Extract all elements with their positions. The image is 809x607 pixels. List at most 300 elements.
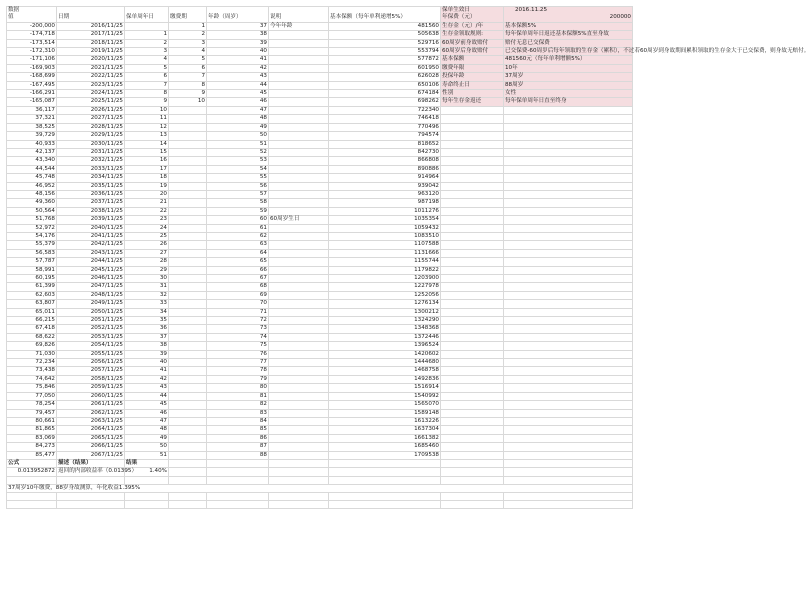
- cell-empty[interactable]: [441, 148, 504, 156]
- cell-empty[interactable]: [504, 350, 633, 358]
- cell-value[interactable]: 71,030: [7, 350, 57, 358]
- cell-empty[interactable]: [441, 132, 504, 140]
- cell-value[interactable]: 44,544: [7, 165, 57, 173]
- cell-policy-year[interactable]: 4: [125, 56, 169, 64]
- cell-empty[interactable]: [504, 333, 633, 341]
- cell-description[interactable]: [269, 199, 329, 207]
- cell-empty[interactable]: [441, 258, 504, 266]
- cell-empty[interactable]: [504, 148, 633, 156]
- cell-value[interactable]: 74,642: [7, 375, 57, 383]
- cell-age[interactable]: 68: [207, 283, 269, 291]
- cell-empty[interactable]: [441, 216, 504, 224]
- cell-empty[interactable]: [125, 476, 169, 484]
- cell-empty[interactable]: [441, 384, 504, 392]
- cell-basic-sum[interactable]: 505638: [329, 31, 441, 39]
- cell-value[interactable]: -171,106: [7, 56, 57, 64]
- cell-description[interactable]: [269, 81, 329, 89]
- cell-policy-year[interactable]: 34: [125, 308, 169, 316]
- cell-payment-period[interactable]: 9: [169, 90, 207, 98]
- cell-basic-sum[interactable]: 890886: [329, 165, 441, 173]
- cell-age[interactable]: 64: [207, 249, 269, 257]
- info-label[interactable]: 60周岁前身故赔付: [441, 39, 504, 47]
- cell-empty[interactable]: [504, 501, 633, 509]
- cell-description[interactable]: [269, 342, 329, 350]
- cell-basic-sum[interactable]: 1252056: [329, 291, 441, 299]
- cell-date[interactable]: 2056/11/25: [57, 359, 125, 367]
- cell-empty[interactable]: [441, 115, 504, 123]
- cell-empty[interactable]: [441, 300, 504, 308]
- cell-basic-sum[interactable]: 939042: [329, 182, 441, 190]
- cell-description[interactable]: [269, 333, 329, 341]
- cell-age[interactable]: 56: [207, 182, 269, 190]
- cell-date[interactable]: 2041/11/25: [57, 232, 125, 240]
- cell-basic-sum[interactable]: 1276134: [329, 300, 441, 308]
- cell-empty[interactable]: [504, 417, 633, 425]
- cell-value[interactable]: -167,495: [7, 81, 57, 89]
- cell-policy-year[interactable]: 35: [125, 317, 169, 325]
- cell-basic-sum[interactable]: 674184: [329, 90, 441, 98]
- cell-value[interactable]: 80,661: [7, 417, 57, 425]
- cell-payment-period[interactable]: [169, 106, 207, 114]
- cell-basic-sum[interactable]: 1348368: [329, 325, 441, 333]
- cell-description[interactable]: [269, 48, 329, 56]
- cell-payment-period[interactable]: [169, 132, 207, 140]
- cell-empty[interactable]: [504, 224, 633, 232]
- cell-empty[interactable]: [504, 182, 633, 190]
- cell-value[interactable]: 68,622: [7, 333, 57, 341]
- cell-payment-period[interactable]: [169, 207, 207, 215]
- cell-age[interactable]: 37: [207, 22, 269, 30]
- cell-empty[interactable]: [329, 459, 441, 467]
- cell-description[interactable]: [269, 291, 329, 299]
- cell-basic-sum[interactable]: 650106: [329, 81, 441, 89]
- cell-policy-year[interactable]: 5: [125, 64, 169, 72]
- header-policy-year[interactable]: 保单周年日: [125, 7, 169, 23]
- cell-policy-year[interactable]: 2: [125, 39, 169, 47]
- cell-policy-year[interactable]: 38: [125, 342, 169, 350]
- cell-value[interactable]: 58,991: [7, 266, 57, 274]
- cell-date[interactable]: 2024/11/25: [57, 90, 125, 98]
- cell-date[interactable]: 2058/11/25: [57, 375, 125, 383]
- formula-value[interactable]: 0.013952872: [7, 468, 57, 476]
- cell-age[interactable]: 67: [207, 275, 269, 283]
- cell-description[interactable]: [269, 249, 329, 257]
- cell-age[interactable]: 55: [207, 174, 269, 182]
- cell-description[interactable]: 今年年龄: [269, 22, 329, 30]
- cell-payment-period[interactable]: [169, 434, 207, 442]
- cell-basic-sum[interactable]: 1420602: [329, 350, 441, 358]
- cell-payment-period[interactable]: 10: [169, 98, 207, 106]
- cell-date[interactable]: 2055/11/25: [57, 350, 125, 358]
- cell-basic-sum[interactable]: 794574: [329, 132, 441, 140]
- cell-value[interactable]: 85,477: [7, 451, 57, 459]
- cell-date[interactable]: 2034/11/25: [57, 174, 125, 182]
- cell-payment-period[interactable]: [169, 123, 207, 131]
- cell-payment-period[interactable]: 8: [169, 81, 207, 89]
- cell-description[interactable]: 60周岁生日: [269, 216, 329, 224]
- cell-empty[interactable]: [504, 174, 633, 182]
- cell-date[interactable]: 2063/11/25: [57, 417, 125, 425]
- cell-empty[interactable]: [504, 426, 633, 434]
- cell-empty[interactable]: [329, 493, 441, 501]
- cell-age[interactable]: 54: [207, 165, 269, 173]
- cell-date[interactable]: 2054/11/25: [57, 342, 125, 350]
- cell-empty[interactable]: [441, 106, 504, 114]
- cell-date[interactable]: 2025/11/25: [57, 98, 125, 106]
- cell-empty[interactable]: [441, 476, 504, 484]
- cell-description[interactable]: [269, 115, 329, 123]
- info-value[interactable]: 基本保额5%: [504, 22, 633, 30]
- cell-age[interactable]: 46: [207, 98, 269, 106]
- cell-age[interactable]: 61: [207, 224, 269, 232]
- cell-policy-year[interactable]: 28: [125, 258, 169, 266]
- cell-description[interactable]: [269, 434, 329, 442]
- cell-date[interactable]: 2029/11/25: [57, 132, 125, 140]
- cell-empty[interactable]: [441, 451, 504, 459]
- cell-payment-period[interactable]: [169, 375, 207, 383]
- cell-empty[interactable]: [269, 459, 329, 467]
- cell-empty[interactable]: [329, 501, 441, 509]
- cell-empty[interactable]: [269, 468, 329, 476]
- cell-payment-period[interactable]: [169, 367, 207, 375]
- cell-payment-period[interactable]: [169, 333, 207, 341]
- cell-empty[interactable]: [504, 115, 633, 123]
- cell-age[interactable]: 72: [207, 317, 269, 325]
- header-payment-period[interactable]: 缴费期: [169, 7, 207, 23]
- cell-empty[interactable]: [504, 275, 633, 283]
- cell-description[interactable]: [269, 443, 329, 451]
- cell-value[interactable]: 81,865: [7, 426, 57, 434]
- cell-empty[interactable]: [441, 426, 504, 434]
- cell-policy-year[interactable]: 12: [125, 123, 169, 131]
- cell-description[interactable]: [269, 392, 329, 400]
- cell-empty[interactable]: [504, 283, 633, 291]
- cell-policy-year[interactable]: 24: [125, 224, 169, 232]
- cell-payment-period[interactable]: [169, 258, 207, 266]
- note-cell[interactable]: 37周岁10年缴费，88岁身故测算，年化收益1.395%: [7, 484, 633, 492]
- cell-policy-year[interactable]: 30: [125, 275, 169, 283]
- cell-payment-period[interactable]: [169, 342, 207, 350]
- cell-basic-sum[interactable]: 1468758: [329, 367, 441, 375]
- info-value[interactable]: 每年保单周年日直至终身: [504, 98, 633, 106]
- cell-payment-period[interactable]: [169, 308, 207, 316]
- cell-payment-period[interactable]: 6: [169, 64, 207, 72]
- cell-date[interactable]: 2057/11/25: [57, 367, 125, 375]
- cell-policy-year[interactable]: 10: [125, 106, 169, 114]
- cell-empty[interactable]: [441, 266, 504, 274]
- cell-empty[interactable]: [504, 132, 633, 140]
- cell-empty[interactable]: [504, 325, 633, 333]
- cell-basic-sum[interactable]: 746418: [329, 115, 441, 123]
- cell-empty[interactable]: [504, 459, 633, 467]
- cell-description[interactable]: [269, 325, 329, 333]
- cell-date[interactable]: 2067/11/25: [57, 451, 125, 459]
- cell-age[interactable]: 42: [207, 64, 269, 72]
- cell-empty[interactable]: [7, 493, 57, 501]
- cell-description[interactable]: [269, 207, 329, 215]
- cell-empty[interactable]: [504, 476, 633, 484]
- formula-desc[interactable]: 返回的内部收益率（0.01395）: [58, 468, 138, 475]
- cell-empty[interactable]: [329, 476, 441, 484]
- cell-date[interactable]: 2018/11/25: [57, 39, 125, 47]
- info-label[interactable]: 每年生存金返还: [441, 98, 504, 106]
- cell-policy-year[interactable]: 50: [125, 443, 169, 451]
- cell-empty[interactable]: [504, 207, 633, 215]
- cell-age[interactable]: 82: [207, 401, 269, 409]
- cell-payment-period[interactable]: [169, 325, 207, 333]
- cell-basic-sum[interactable]: 1300212: [329, 308, 441, 316]
- cell-date[interactable]: 2065/11/25: [57, 434, 125, 442]
- cell-description[interactable]: [269, 451, 329, 459]
- info-label[interactable]: 60周岁后身故赔付: [441, 48, 504, 56]
- cell-empty[interactable]: [441, 308, 504, 316]
- cell-description[interactable]: [269, 190, 329, 198]
- cell-payment-period[interactable]: [169, 392, 207, 400]
- cell-basic-sum[interactable]: 1661382: [329, 434, 441, 442]
- cell-age[interactable]: 39: [207, 39, 269, 47]
- cell-description[interactable]: [269, 283, 329, 291]
- cell-basic-sum[interactable]: 626028: [329, 73, 441, 81]
- cell-payment-period[interactable]: [169, 148, 207, 156]
- cell-payment-period[interactable]: 7: [169, 73, 207, 81]
- cell-payment-period[interactable]: [169, 401, 207, 409]
- cell-payment-period[interactable]: [169, 283, 207, 291]
- cell-policy-year[interactable]: 6: [125, 73, 169, 81]
- cell-value[interactable]: 60,195: [7, 275, 57, 283]
- cell-age[interactable]: 59: [207, 207, 269, 215]
- info-value[interactable]: 已交保费-60周岁后每年领取的生存金（累积），不过若60周岁到身故期间累积领取的生存金大于已交保费，则身故无赔付。: [505, 48, 809, 55]
- cell-empty[interactable]: [125, 493, 169, 501]
- cell-empty[interactable]: [441, 140, 504, 148]
- header-basic-sum[interactable]: 基本保额（每年单利递增5%）: [329, 7, 441, 23]
- cell-basic-sum[interactable]: 1540992: [329, 392, 441, 400]
- cell-age[interactable]: 73: [207, 325, 269, 333]
- cell-empty[interactable]: [7, 476, 57, 484]
- cell-value[interactable]: 38,525: [7, 123, 57, 131]
- cell-empty[interactable]: [207, 468, 269, 476]
- cell-value[interactable]: 69,826: [7, 342, 57, 350]
- cell-age[interactable]: 75: [207, 342, 269, 350]
- cell-date[interactable]: 2031/11/25: [57, 148, 125, 156]
- cell-description[interactable]: [269, 73, 329, 81]
- cell-age[interactable]: 86: [207, 434, 269, 442]
- cell-empty[interactable]: [125, 501, 169, 509]
- cell-empty[interactable]: [504, 190, 633, 198]
- cell-value[interactable]: -165,087: [7, 98, 57, 106]
- cell-date[interactable]: 2040/11/25: [57, 224, 125, 232]
- cell-basic-sum[interactable]: 1179822: [329, 266, 441, 274]
- cell-policy-year[interactable]: 19: [125, 182, 169, 190]
- cell-empty[interactable]: [207, 476, 269, 484]
- cell-date[interactable]: 2049/11/25: [57, 300, 125, 308]
- cell-value[interactable]: 40,933: [7, 140, 57, 148]
- cell-description[interactable]: [269, 300, 329, 308]
- cell-policy-year[interactable]: 23: [125, 216, 169, 224]
- cell-basic-sum[interactable]: 1709538: [329, 451, 441, 459]
- cell-basic-sum[interactable]: 1396524: [329, 342, 441, 350]
- info-value[interactable]: 481560元（每年单利增额5%）: [504, 56, 633, 64]
- cell-date[interactable]: 2066/11/25: [57, 443, 125, 451]
- cell-description[interactable]: [269, 375, 329, 383]
- cell-empty[interactable]: [269, 493, 329, 501]
- cell-basic-sum[interactable]: 1372446: [329, 333, 441, 341]
- cell-description[interactable]: [269, 31, 329, 39]
- cell-empty[interactable]: [504, 443, 633, 451]
- info-value[interactable]: 女性: [504, 90, 633, 98]
- cell-age[interactable]: 40: [207, 48, 269, 56]
- cell-description[interactable]: [269, 106, 329, 114]
- cell-empty[interactable]: [441, 342, 504, 350]
- cell-date[interactable]: 2059/11/25: [57, 384, 125, 392]
- cell-policy-year[interactable]: 51: [125, 451, 169, 459]
- cell-policy-year[interactable]: 21: [125, 199, 169, 207]
- cell-payment-period[interactable]: [169, 190, 207, 198]
- cell-payment-period[interactable]: [169, 224, 207, 232]
- info-value[interactable]: 10年: [504, 64, 633, 72]
- cell-description[interactable]: [269, 417, 329, 425]
- cell-policy-year[interactable]: 43: [125, 384, 169, 392]
- cell-policy-year[interactable]: 18: [125, 174, 169, 182]
- cell-age[interactable]: 81: [207, 392, 269, 400]
- cell-age[interactable]: 66: [207, 266, 269, 274]
- cell-policy-year[interactable]: 9: [125, 98, 169, 106]
- cell-value[interactable]: 51,768: [7, 216, 57, 224]
- cell-payment-period[interactable]: 2: [169, 31, 207, 39]
- cell-empty[interactable]: [169, 468, 207, 476]
- formula-result-header[interactable]: 结果: [125, 459, 169, 467]
- cell-value[interactable]: -172,310: [7, 48, 57, 56]
- cell-policy-year[interactable]: 32: [125, 291, 169, 299]
- cell-description[interactable]: [269, 384, 329, 392]
- cell-payment-period[interactable]: [169, 140, 207, 148]
- cell-age[interactable]: 84: [207, 417, 269, 425]
- cell-age[interactable]: 51: [207, 140, 269, 148]
- formula-result[interactable]: 1.40%: [125, 468, 169, 476]
- cell-empty[interactable]: [269, 501, 329, 509]
- cell-description[interactable]: [269, 39, 329, 47]
- cell-payment-period[interactable]: [169, 275, 207, 283]
- cell-basic-sum[interactable]: 866808: [329, 157, 441, 165]
- cell-empty[interactable]: [441, 241, 504, 249]
- cell-policy-year[interactable]: 27: [125, 249, 169, 257]
- cell-date[interactable]: 2042/11/25: [57, 241, 125, 249]
- cell-basic-sum[interactable]: 914964: [329, 174, 441, 182]
- cell-value[interactable]: 78,254: [7, 401, 57, 409]
- header-date[interactable]: 日期: [57, 7, 125, 23]
- cell-basic-sum[interactable]: 818652: [329, 140, 441, 148]
- cell-age[interactable]: 87: [207, 443, 269, 451]
- cell-empty[interactable]: [504, 157, 633, 165]
- cell-date[interactable]: 2022/11/25: [57, 73, 125, 81]
- cell-payment-period[interactable]: [169, 165, 207, 173]
- cell-policy-year[interactable]: 29: [125, 266, 169, 274]
- cell-policy-year[interactable]: 25: [125, 232, 169, 240]
- cell-payment-period[interactable]: [169, 174, 207, 182]
- cell-policy-year[interactable]: 37: [125, 333, 169, 341]
- cell-policy-year[interactable]: 14: [125, 140, 169, 148]
- cell-value[interactable]: -169,903: [7, 64, 57, 72]
- cell-payment-period[interactable]: [169, 115, 207, 123]
- cell-empty[interactable]: [7, 501, 57, 509]
- cell-empty[interactable]: [57, 493, 125, 501]
- cell-payment-period[interactable]: [169, 417, 207, 425]
- cell-description[interactable]: [269, 266, 329, 274]
- cell-empty[interactable]: [441, 367, 504, 375]
- cell-empty[interactable]: [504, 140, 633, 148]
- cell-payment-period[interactable]: [169, 182, 207, 190]
- cell-basic-sum[interactable]: 1565070: [329, 401, 441, 409]
- cell-empty[interactable]: [441, 275, 504, 283]
- cell-basic-sum[interactable]: 601950: [329, 64, 441, 72]
- info-label[interactable]: 投保年龄: [441, 73, 504, 81]
- cell-empty[interactable]: [169, 476, 207, 484]
- cell-payment-period[interactable]: [169, 249, 207, 257]
- cell-empty[interactable]: [504, 241, 633, 249]
- cell-payment-period[interactable]: [169, 350, 207, 358]
- cell-basic-sum[interactable]: 1083510: [329, 232, 441, 240]
- cell-age[interactable]: 71: [207, 308, 269, 316]
- cell-empty[interactable]: [504, 291, 633, 299]
- cell-empty[interactable]: [57, 476, 125, 484]
- cell-empty[interactable]: [504, 401, 633, 409]
- cell-empty[interactable]: [504, 165, 633, 173]
- cell-value[interactable]: 54,176: [7, 232, 57, 240]
- cell-date[interactable]: 2035/11/25: [57, 182, 125, 190]
- cell-date[interactable]: 2062/11/25: [57, 409, 125, 417]
- cell-empty[interactable]: [57, 501, 125, 509]
- info-label[interactable]: 缴费年限: [441, 64, 504, 72]
- cell-value[interactable]: 36,117: [7, 106, 57, 114]
- cell-policy-year[interactable]: 1: [125, 31, 169, 39]
- cell-description[interactable]: [269, 90, 329, 98]
- info-value[interactable]: 37周岁: [504, 73, 633, 81]
- cell-empty[interactable]: [504, 232, 633, 240]
- cell-value[interactable]: 46,952: [7, 182, 57, 190]
- cell-date[interactable]: 2046/11/25: [57, 275, 125, 283]
- cell-age[interactable]: 48: [207, 115, 269, 123]
- cell-basic-sum[interactable]: 1324290: [329, 317, 441, 325]
- cell-description[interactable]: [269, 182, 329, 190]
- cell-description[interactable]: [269, 140, 329, 148]
- cell-age[interactable]: 78: [207, 367, 269, 375]
- cell-empty[interactable]: [441, 317, 504, 325]
- cell-age[interactable]: 76: [207, 350, 269, 358]
- cell-empty[interactable]: [169, 459, 207, 467]
- cell-age[interactable]: 83: [207, 409, 269, 417]
- cell-date[interactable]: 2061/11/25: [57, 401, 125, 409]
- cell-basic-sum[interactable]: 770496: [329, 123, 441, 131]
- cell-empty[interactable]: [441, 207, 504, 215]
- cell-description[interactable]: [269, 308, 329, 316]
- cell-empty[interactable]: [441, 443, 504, 451]
- cell-date[interactable]: 2026/11/25: [57, 106, 125, 114]
- cell-empty[interactable]: [441, 434, 504, 442]
- cell-date[interactable]: 2064/11/25: [57, 426, 125, 434]
- cell-basic-sum[interactable]: 1685460: [329, 443, 441, 451]
- cell-description[interactable]: [269, 56, 329, 64]
- cell-empty[interactable]: [504, 367, 633, 375]
- cell-basic-sum[interactable]: 1035354: [329, 216, 441, 224]
- cell-value[interactable]: 67,418: [7, 325, 57, 333]
- cell-empty[interactable]: [504, 300, 633, 308]
- cell-value[interactable]: -168,699: [7, 73, 57, 81]
- cell-value[interactable]: 50,564: [7, 207, 57, 215]
- cell-basic-sum[interactable]: 1059432: [329, 224, 441, 232]
- cell-description[interactable]: [269, 258, 329, 266]
- cell-policy-year[interactable]: 41: [125, 367, 169, 375]
- cell-basic-sum[interactable]: 1155744: [329, 258, 441, 266]
- cell-empty[interactable]: [441, 182, 504, 190]
